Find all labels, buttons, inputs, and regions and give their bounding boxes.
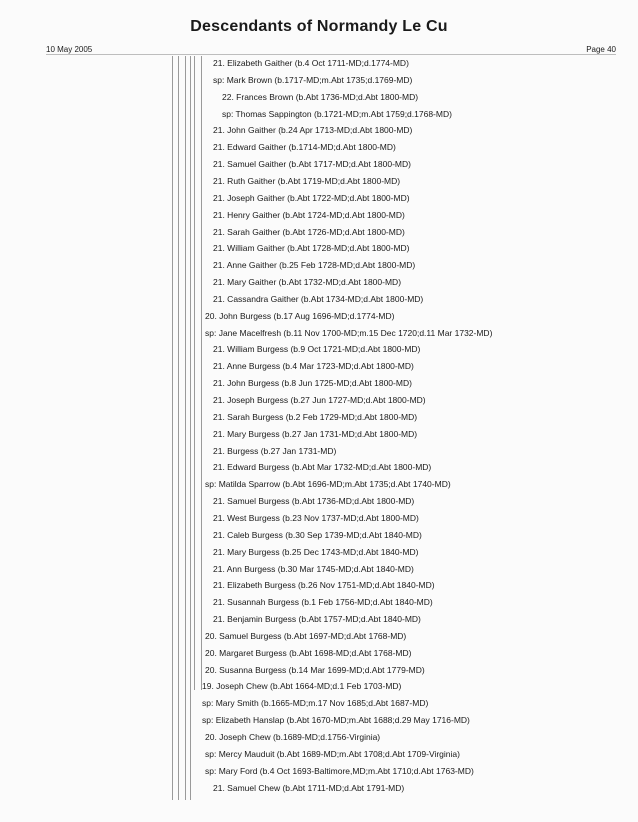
tree-entry: 20. Samuel Burgess (b.Abt 1697-MD;d.Abt 1768-MD)	[205, 630, 407, 641]
tree-entry: 21. Elizabeth Burgess (b.26 Nov 1751-MD;d.Abt 1840-MD)	[213, 580, 435, 591]
tree-entry: sp: Matilda Sparrow (b.Abt 1696-MD;m.Abt 1735;d.Abt 1740-MD)	[205, 479, 451, 490]
tree-entry: 21. William Gaither (b.Abt 1728-MD;d.Abt 1800-MD)	[213, 243, 410, 254]
tree-entry: 19. Joseph Chew (b.Abt 1664-MD;d.1 Feb 1703-MD)	[202, 681, 402, 692]
tree-entry: 21. John Burgess (b.8 Jun 1725-MD;d.Abt 1800-MD)	[213, 378, 412, 389]
tree-entry: 21. William Burgess (b.9 Oct 1721-MD;d.Abt 1800-MD)	[213, 344, 421, 355]
tree-entry: 21. Susannah Burgess (b.1 Feb 1756-MD;d.Abt 1840-MD)	[213, 597, 433, 608]
tree-entry: 21. Mary Burgess (b.25 Dec 1743-MD;d.Abt 1840-MD)	[213, 546, 419, 557]
tree-entry: 21. Ann Burgess (b.30 Mar 1745-MD;d.Abt 1840-MD)	[213, 563, 414, 574]
tree-connector-line	[178, 56, 179, 800]
tree-connector-line	[190, 56, 191, 800]
tree-entry: 20. Margaret Burgess (b.Abt 1698-MD;d.Abt 1768-MD)	[205, 647, 412, 658]
tree-entry: 21. Samuel Burgess (b.Abt 1736-MD;d.Abt 1800-MD)	[213, 496, 415, 507]
tree-connector-line	[194, 56, 195, 690]
tree-entry: 21. Samuel Gaither (b.Abt 1717-MD;d.Abt 1800-MD)	[213, 159, 411, 170]
tree-entry: 21. Joseph Gaither (b.Abt 1722-MD;d.Abt 1800-MD)	[213, 192, 410, 203]
tree-entry: sp: Mary Ford (b.4 Oct 1693-Baltimore,MD;m.Abt 1710;d.Abt 1763-MD)	[205, 765, 474, 776]
tree-entry: 21. Joseph Burgess (b.27 Jun 1727-MD;d.Abt 1800-MD)	[213, 395, 426, 405]
tree-entry: 22. Frances Brown (b.Abt 1736-MD;d.Abt 1800-MD)	[222, 91, 419, 102]
tree-entry: sp: Elizabeth Hanslap (b.Abt 1670-MD;m.Abt 1688;d.29 May 1716-MD)	[202, 715, 470, 726]
tree-entry: 21. Samuel Chew (b.Abt 1711-MD;d.Abt 1791-MD)	[213, 782, 405, 793]
tree-entry: 21. West Burgess (b.23 Nov 1737-MD;d.Abt 1800-MD)	[213, 512, 419, 523]
tree-connector-line	[172, 56, 173, 800]
report-date: 10 May 2005	[46, 45, 93, 54]
header-rule	[46, 54, 616, 55]
tree-entry: 20. John Burgess (b.17 Aug 1696-MD;d.1774-MD)	[205, 310, 395, 321]
tree-entry: 21. Edward Burgess (b.Abt Mar 1732-MD;d.Abt 1800-MD)	[213, 462, 432, 473]
tree-entry: 21. Mary Burgess (b.27 Jan 1731-MD;d.Abt 1800-MD)	[213, 428, 418, 439]
tree-entry: 21. John Gaither (b.24 Apr 1713-MD;d.Abt 1800-MD)	[213, 125, 413, 136]
tree-entry: 20. Joseph Chew (b.1689-MD;d.1756-Virginia)	[205, 732, 381, 742]
tree-entry: 20. Susanna Burgess (b.14 Mar 1699-MD;d.Abt 1779-MD)	[205, 664, 425, 675]
tree-entry: 21. Burgess (b.27 Jan 1731-MD)	[213, 445, 337, 456]
tree-entry: 21. Cassandra Gaither (b.Abt 1734-MD;d.Abt 1800-MD)	[213, 293, 424, 304]
tree-entry: 21. Edward Gaither (b.1714-MD;d.Abt 1800-MD)	[213, 142, 396, 153]
tree-entry: 21. Caleb Burgess (b.30 Sep 1739-MD;d.Abt 1840-MD)	[213, 529, 422, 540]
page-number: Page 40	[586, 45, 616, 54]
tree-entry: 21. Elizabeth Gaither (b.4 Oct 1711-MD;d.1774-MD)	[213, 58, 409, 68]
tree-entry: 21. Anne Burgess (b.4 Mar 1723-MD;d.Abt 1800-MD)	[213, 361, 414, 372]
tree-connector-line	[185, 56, 186, 800]
tree-connector-line	[201, 56, 202, 690]
tree-entry: 21. Sarah Burgess (b.2 Feb 1729-MD;d.Abt 1800-MD)	[213, 411, 418, 422]
page-title: Descendants of Normandy Le Cu	[190, 18, 448, 35]
tree-entry: 21. Ruth Gaither (b.Abt 1719-MD;d.Abt 1800-MD)	[213, 175, 401, 186]
tree-entry: sp: Jane Macelfresh (b.11 Nov 1700-MD;m.15 Dec 1720;d.11 Mar 1732-MD)	[205, 327, 493, 338]
tree-entry: 21. Mary Gaither (b.Abt 1732-MD;d.Abt 1800-MD)	[213, 277, 402, 288]
tree-entry: sp: Thomas Sappington (b.1721-MD;m.Abt 1759;d.1768-MD)	[222, 108, 452, 119]
tree-entry: 21. Henry Gaither (b.Abt 1724-MD;d.Abt 1800-MD)	[213, 209, 405, 220]
tree-entry: sp: Mark Brown (b.1717-MD;m.Abt 1735;d.1769-MD)	[213, 74, 413, 85]
tree-entry: 21. Sarah Gaither (b.Abt 1726-MD;d.Abt 1800-MD)	[213, 226, 405, 237]
tree-entry: 21. Benjamin Burgess (b.Abt 1757-MD;d.Abt 1840-MD)	[213, 614, 421, 625]
tree-entry: sp: Mary Smith (b.1665-MD;m.17 Nov 1685;d.Abt 1687-MD)	[202, 698, 429, 709]
tree-entry: 21. Anne Gaither (b.25 Feb 1728-MD;d.Abt 1800-MD)	[213, 260, 416, 271]
tree-entry: sp: Mercy Mauduit (b.Abt 1689-MD;m.Abt 1708;d.Abt 1709-Virginia)	[205, 748, 460, 759]
